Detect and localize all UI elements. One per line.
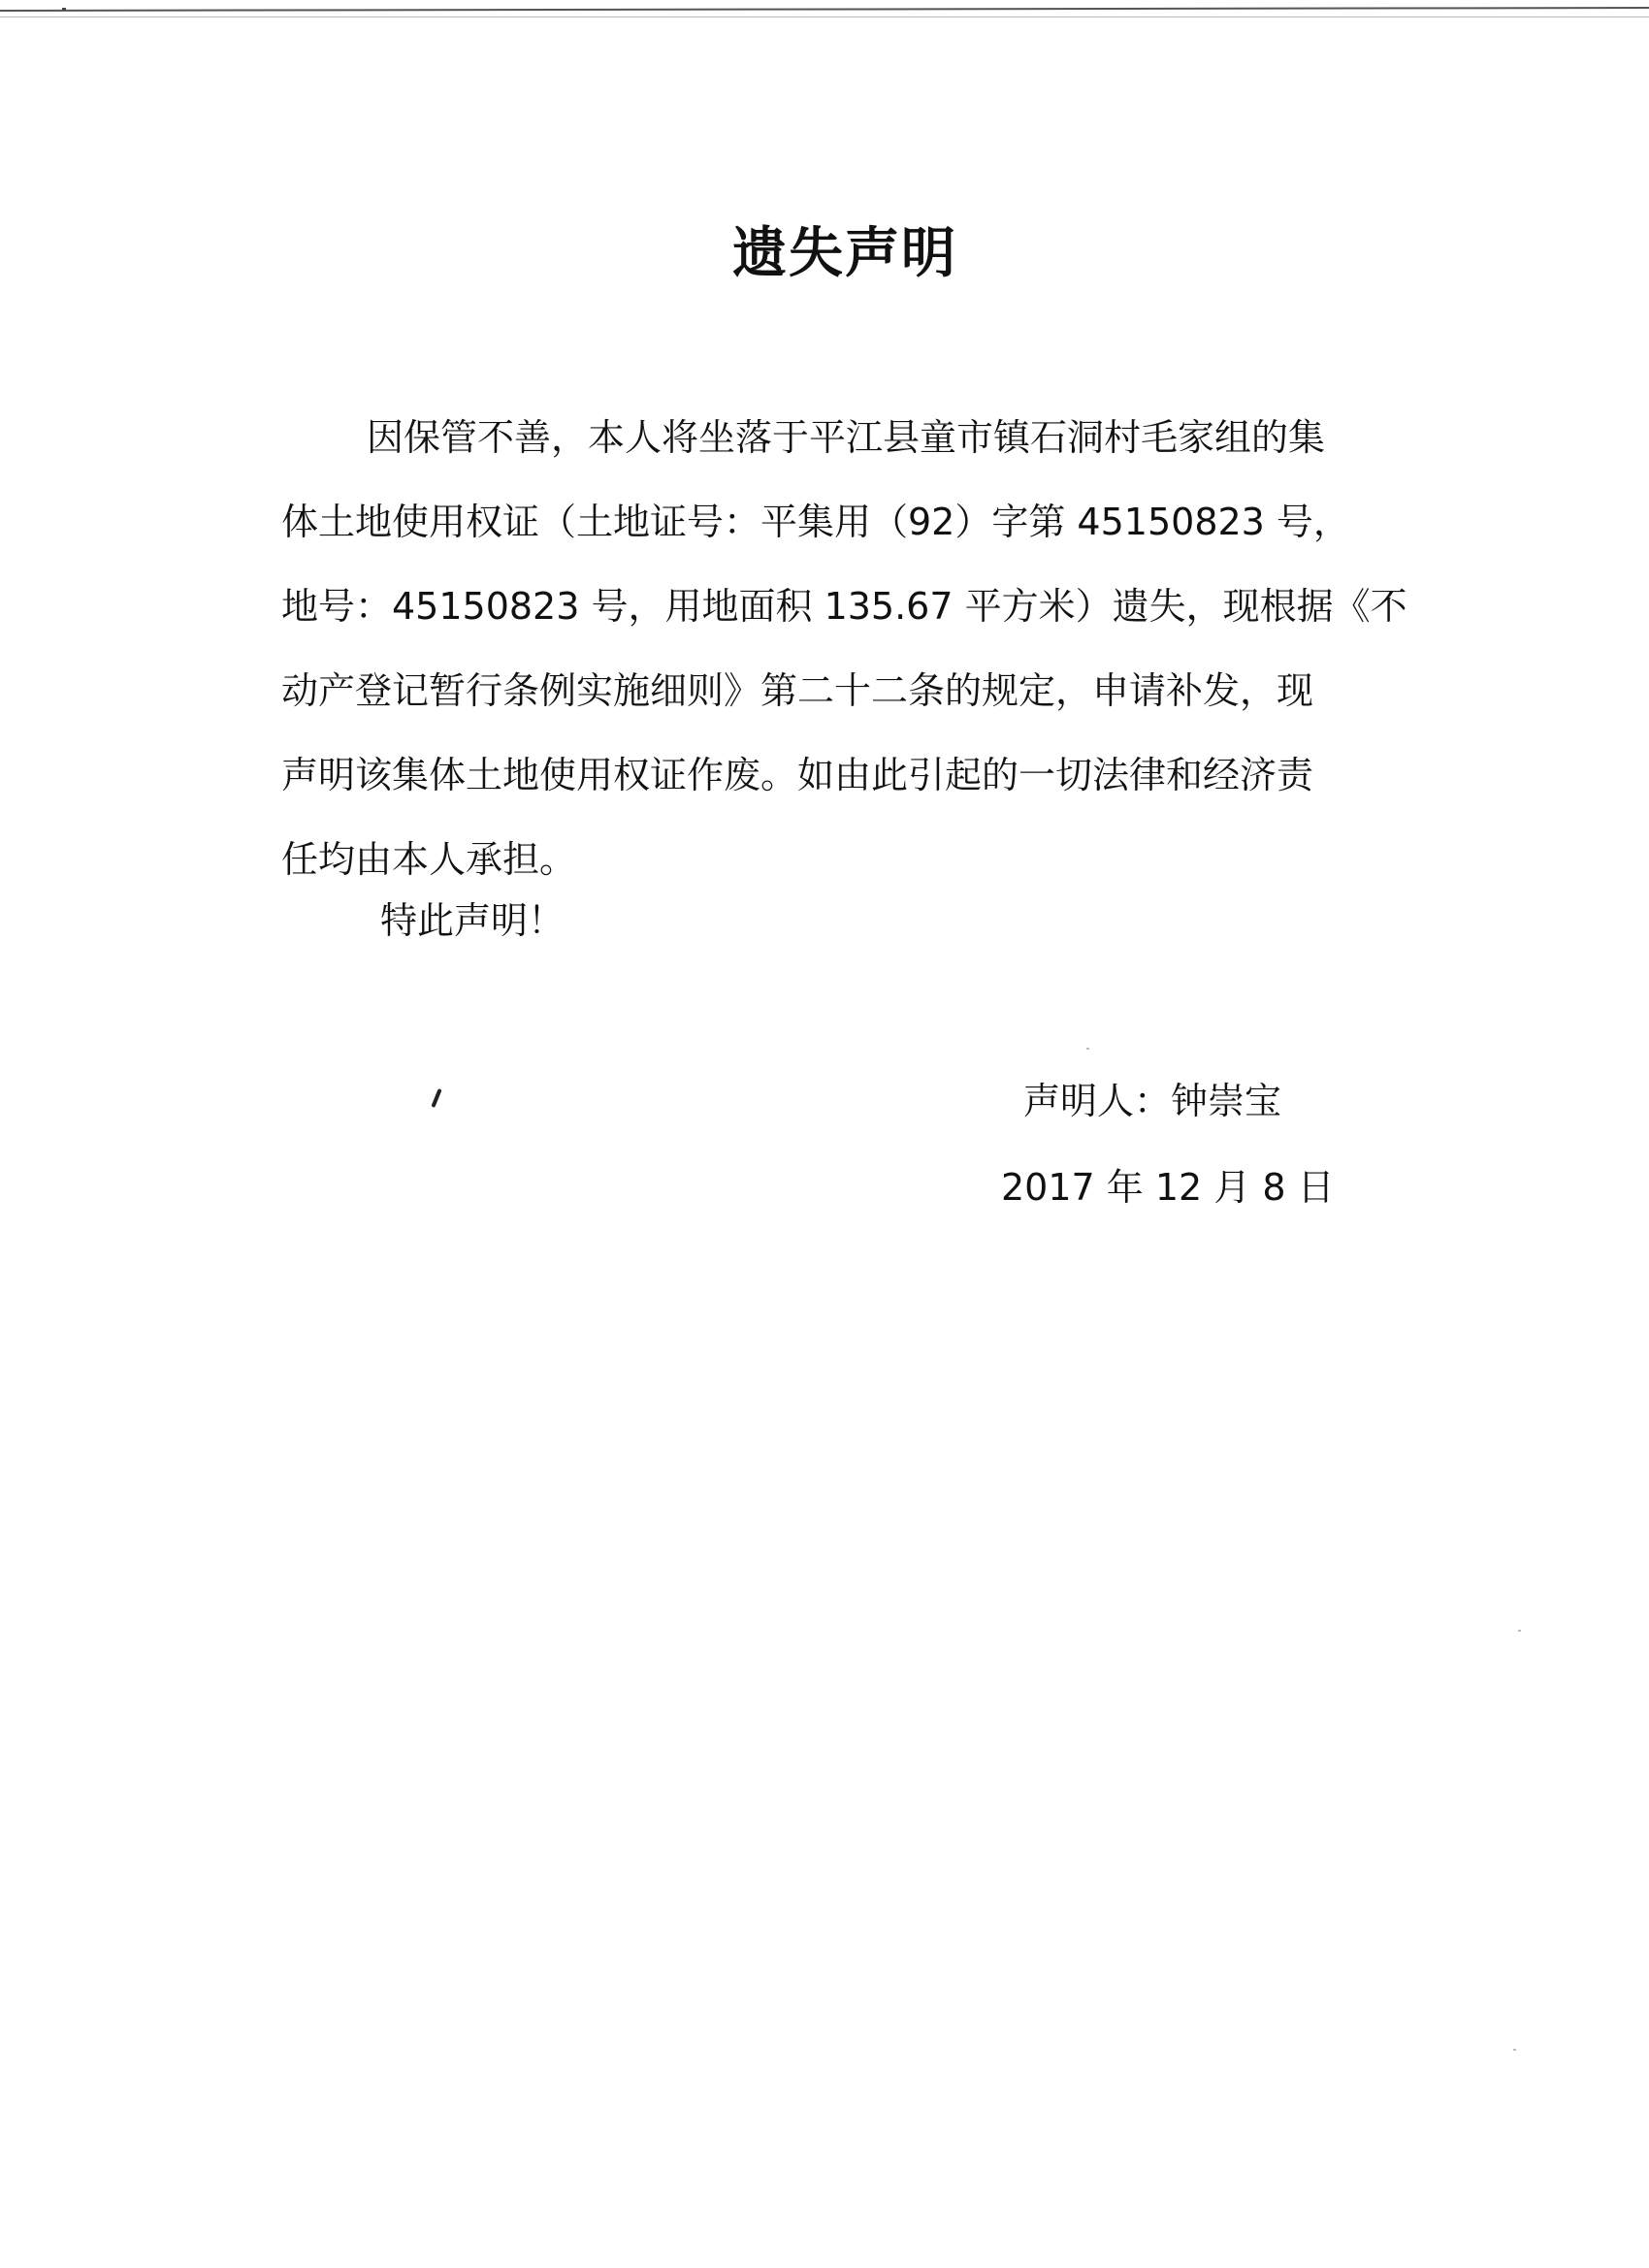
scan-speck bbox=[62, 8, 66, 11]
body-line: 体土地使用权证（土地证号：平集用（92）字第 45150823 号， bbox=[281, 501, 1350, 543]
scan-speck bbox=[1518, 1630, 1521, 1632]
scan-speck bbox=[1086, 1048, 1089, 1050]
body-line: 任均由本人承担。 bbox=[281, 838, 577, 881]
statement-date: 2017 年 12 月 8 日 bbox=[1001, 1166, 1335, 1209]
scan-edge-shadow bbox=[0, 16, 1649, 17]
statement-body bbox=[281, 396, 1406, 902]
body-line: 地号：45150823 号，用地面积 135.67 平方米）遗失，现根据《不 bbox=[281, 585, 1407, 628]
closing-statement: 特此声明！ bbox=[380, 899, 566, 942]
scan-edge-top bbox=[0, 7, 1649, 12]
body-line: 因保管不善，本人将坐落于平江县童市镇石洞村毛家组的集 bbox=[367, 416, 1326, 459]
document-title: 遗失声明 bbox=[732, 222, 957, 285]
declarant-name: 声明人：钟崇宝 bbox=[1023, 1080, 1282, 1122]
scan-speck bbox=[1513, 2049, 1516, 2051]
body-line: 动产登记暂行条例实施细则》第二十二条的规定，申请补发，现 bbox=[281, 669, 1314, 712]
body-line: 声明该集体土地使用权证作废。如由此引起的一切法律和经济责 bbox=[281, 754, 1314, 796]
stray-pen-mark bbox=[431, 1088, 441, 1108]
